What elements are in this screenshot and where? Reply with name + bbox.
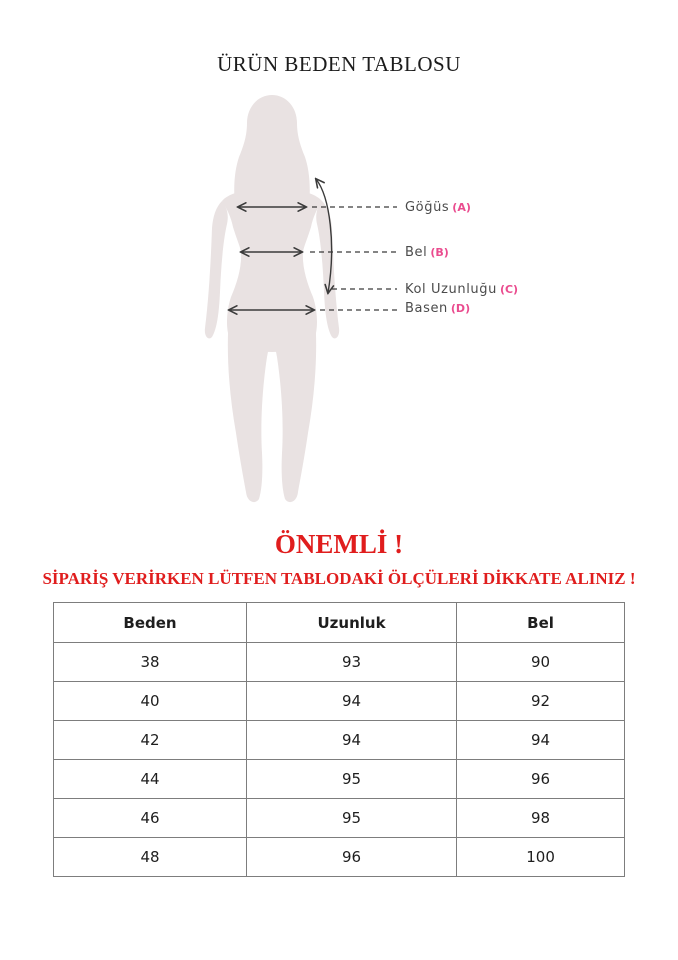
cell-bel: 100 — [457, 838, 625, 877]
hip-label-text: Basen — [405, 300, 448, 316]
body-measurement-diagram — [190, 85, 400, 515]
table-row — [54, 838, 625, 877]
table-row — [54, 721, 625, 760]
cell-uzunluk: 95 — [246, 799, 456, 838]
cell-beden: 38 — [54, 643, 247, 682]
cell-uzunluk: 96 — [246, 838, 456, 877]
female-body-silhouette-icon — [205, 95, 339, 502]
table-row — [54, 799, 625, 838]
waist-label-text: Bel — [405, 244, 428, 260]
cell-uzunluk: 94 — [246, 721, 456, 760]
header-beden: Beden — [54, 603, 247, 643]
sleeve-length-label-code: (C) — [499, 282, 519, 296]
cell-beden: 44 — [54, 760, 247, 799]
cell-bel: 92 — [457, 682, 625, 721]
sleeve-length-label-text: Kol Uzunluğu — [405, 281, 497, 297]
table-header-row — [54, 603, 625, 643]
table-row — [54, 760, 625, 799]
hip-label — [405, 300, 470, 316]
sleeve-length-label — [405, 281, 518, 297]
cell-bel: 90 — [457, 643, 625, 682]
cell-uzunluk: 95 — [246, 760, 456, 799]
size-table — [53, 602, 625, 877]
hip-label-code: (D) — [450, 301, 471, 315]
waist-label — [405, 244, 449, 260]
cell-bel: 98 — [457, 799, 625, 838]
cell-uzunluk: 94 — [246, 682, 456, 721]
important-heading: ÖNEMLİ ! — [274, 529, 404, 559]
table-row — [54, 643, 625, 682]
header-bel: Bel — [457, 603, 625, 643]
header-uzunluk: Uzunluk — [246, 603, 456, 643]
order-warning-text: SİPARİŞ VERİRKEN LÜTFEN TABLODAKİ ÖLÇÜLERİ DİKKATE ALINIZ ! — [42, 569, 636, 588]
cell-beden: 46 — [54, 799, 247, 838]
cell-bel: 94 — [457, 721, 625, 760]
chest-label-text: Göğüs — [405, 199, 450, 215]
chest-label-code: (A) — [452, 200, 471, 214]
cell-beden: 48 — [54, 838, 247, 877]
cell-bel: 96 — [457, 760, 625, 799]
table-row — [54, 682, 625, 721]
page-title: ÜRÜN BEDEN TABLOSU — [217, 52, 461, 76]
cell-beden: 42 — [54, 721, 247, 760]
chest-label — [405, 199, 471, 215]
cell-beden: 40 — [54, 682, 247, 721]
waist-label-code: (B) — [430, 245, 449, 259]
cell-uzunluk: 93 — [246, 643, 456, 682]
